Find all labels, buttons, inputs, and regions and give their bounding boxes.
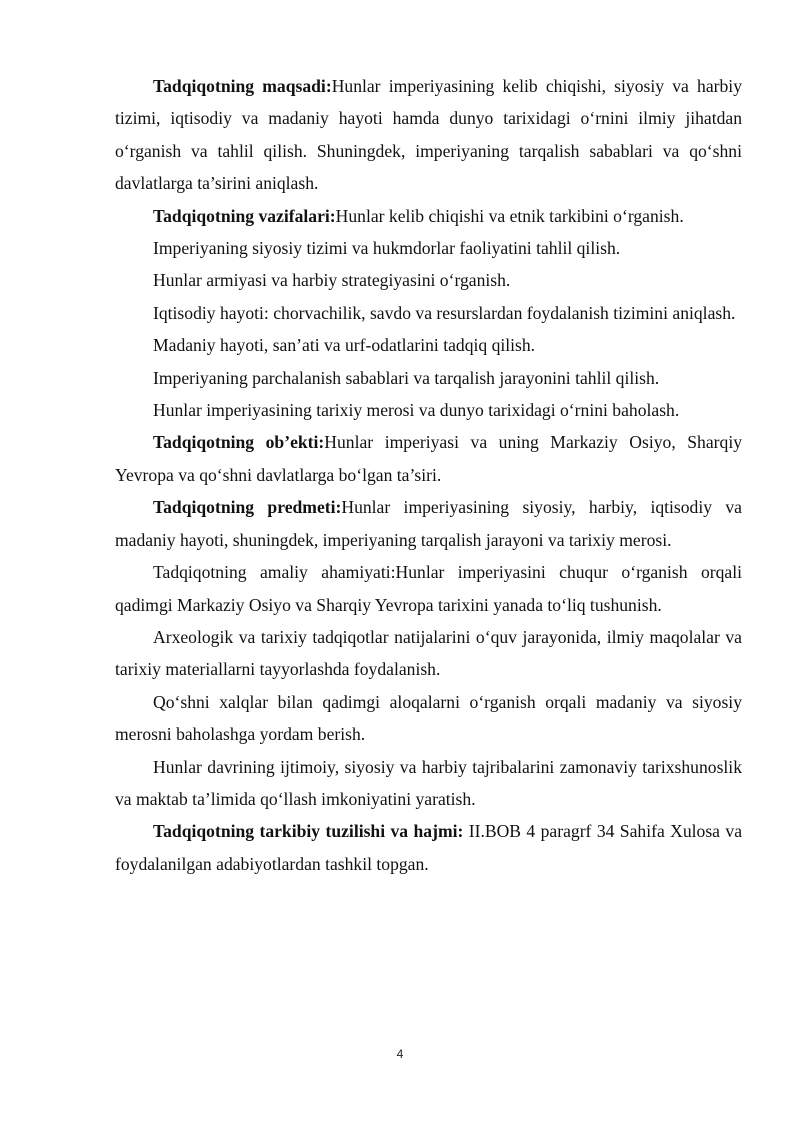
paragraph-lead: Tadqiqotning predmeti: <box>153 497 342 518</box>
paragraph-text: Qo‘shni xalqlar bilan qadimgi aloqalarni o‘rganish orqali madaniy va siyosiy merosni baholashga yordam berish. <box>115 691 742 745</box>
paragraph-text: Hunlar kelib chiqishi va etnik tarkibini o‘rganish. <box>335 205 684 226</box>
paragraph-aim <box>115 70 742 200</box>
page-number: 4 <box>396 1047 404 1061</box>
paragraph-object <box>115 426 742 491</box>
paragraph-text: Hunlar armiyasi va harbiy strategiyasini o‘rganish. <box>153 270 511 291</box>
paragraph-task-item <box>115 362 742 394</box>
paragraph-structure <box>115 815 742 880</box>
paragraph-significance-item <box>115 686 742 751</box>
paragraph-text: Madaniy hayoti, san’ati va urf-odatlarini tadqiq qilish. <box>153 335 536 356</box>
paragraph-text: Hunlar imperiyasining tarixiy merosi va dunyo tarixidagi o‘rnini baholash. <box>153 400 680 421</box>
paragraph-text: Hunlar imperiyasining siyosiy, harbiy, iqtisodiy va madaniy hayoti, shuningdek, imperiyaning tarqalish jarayoni va tarixiy merosi. <box>115 497 742 550</box>
paragraph-lead: Tadqiqotning vazifalari: <box>153 205 336 226</box>
paragraph-practical-significance <box>115 556 742 621</box>
paragraph-lead: Tadqiqotning ob’ekti: <box>153 432 325 453</box>
paragraph-lead: Tadqiqotning tarkibiy tuzilishi va hajmi: <box>153 821 464 842</box>
paragraph-lead: Tadqiqotning maqsadi: <box>153 76 332 96</box>
paragraph-significance-item <box>115 751 742 816</box>
paragraph-task-item <box>115 297 742 329</box>
paragraph-task-item <box>115 264 742 296</box>
paragraph-text: Imperiyaning siyosiy tizimi va hukmdorlar faoliyatini tahlil qilish. <box>153 238 621 259</box>
paragraph-text: Arxeologik va tarixiy tadqiqotlar natijalarini o‘quv jarayonida, ilmiy maqolalar va tarixiy materiallarni tayyorlashda foydalanish. <box>115 626 742 680</box>
paragraph-text: Hunlar davrining ijtimoiy, siyosiy va harbiy tajribalarini zamonaviy tarixshunoslik va maktab ta’limida qo‘llash imkoniyatini yaratish. <box>115 756 742 809</box>
paragraph-text: Hunlar imperiyasi va uning Markaziy Osiyo, Sharqiy Yevropa va qo‘shni davlatlarga bo‘lgan ta’siri. <box>115 432 743 485</box>
paragraph-text: Iqtisodiy hayoti: chorvachilik, savdo va resurslardan foydalanish tizimini aniqlash. <box>153 302 736 323</box>
paragraph-task-item <box>115 329 742 361</box>
paragraph-task-item <box>115 394 742 426</box>
paragraph-significance-item <box>115 621 742 686</box>
paragraph-text: Hunlar imperiyasining kelib chiqishi, siyosiy va harbiy tizimi, iqtisodiy va madaniy hayoti hamda dunyo tarixidagi o‘rnini ilmiy jihatdan o‘rganish va tahlil qilish. Shuningdek, imperiyaning tarqalish sabablari va qo‘shni davlatlarga ta’sirini aniqlash. <box>115 76 742 194</box>
paragraph-task-item <box>115 232 742 264</box>
paragraph-text: Imperiyaning parchalanish sabablari va tarqalish jarayonini tahlil qilish. <box>153 367 660 388</box>
paragraph-text: Tadqiqotning amaliy ahamiyati:Hunlar imperiyasini chuqur o‘rganish orqali qadimgi Markaziy Osiyo va Sharqiy Yevropa tarixini yanada to‘liq tushunish. <box>115 562 742 615</box>
document-body <box>115 70 742 880</box>
paragraph-tasks <box>115 200 742 232</box>
paragraph-text: II.BOB 4 paragrf 34 Sahifa Xulosa va foydalanilgan adabiyotlardan tashkil topgan. <box>115 821 742 874</box>
paragraph-subject <box>115 491 742 556</box>
